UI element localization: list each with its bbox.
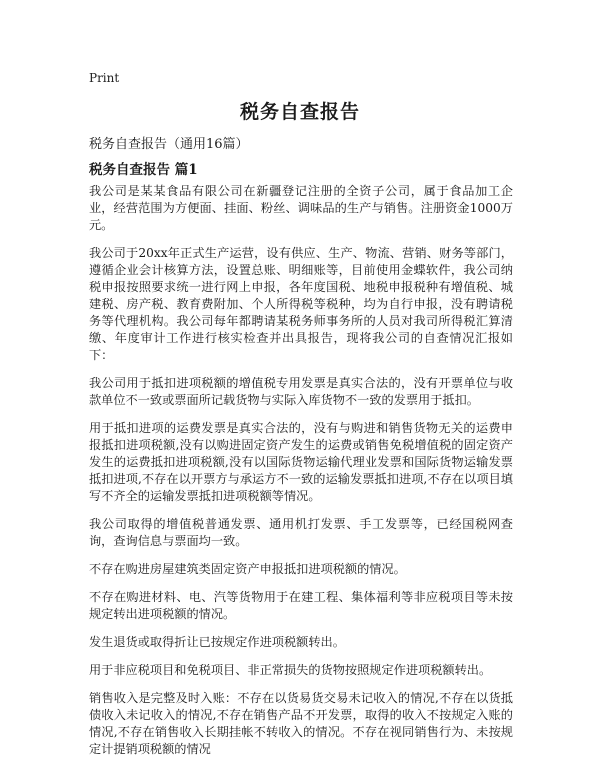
document-title: 税务自查报告 [239, 101, 360, 123]
paragraph: 用于非应税项目和免税项目、非正常损失的货物按照规定作进项税额转出。 [89, 663, 492, 677]
paragraph: 销售收入是完整及时入账：不存在以货易货交易未记收入的情况,不存在以货抵债收入未记收入的情况,不存在销售产品不开发票，取得的收入不按规定入账的情况,不存在销售收入长期挂帐不转收入的情况。不存在视同销售行为、未按规定计提销项税额的情况 [89, 691, 513, 756]
document-subtitle: 税务自查报告（通用16篇） [89, 137, 249, 152]
paragraph: 我公司于20xx年正式生产运营，设有供应、生产、物流、营销、财务等部门，遵循企业会计核算方法，设置总账、明细账等，目前使用金蝶软件，我公司纳税申报按照要求统一进行网上申报，各年度国税、地税申报税种有增值税、城建税、房产税、教育费附加、个人所得税等税种，均为自行申报，没有聘请税务等代理机构。我公司每年都聘请某税务师事务所的人员对我司所得税汇算清缴、年度审计工作进行核实检查并出具报告，现将我公司的自查情况汇报如下： [89, 246, 513, 362]
paragraph: 我公司是某某食品有限公司在新疆登记注册的全资子公司，属于食品加工企业，经营范围为方便面、挂面、粉丝、调味品的生产与销售。注册资金1000万元。 [89, 184, 513, 232]
paragraph: 用于抵扣进项的运费发票是真实合法的，没有与购进和销售货物无关的运费申报抵扣进项税额,没有以购进固定资产发生的运费或销售免税增值税的固定资产发生的运费抵扣进项税额,没有以国际货物运输代理业发票和国际货物运输发票抵扣进项,不存在以开票方与承运方不一致的运输发票抵扣进项,不存在以项目填写不齐全的运输发票抵扣进项税额等情况。 [89, 421, 513, 503]
paragraph: 我公司取得的增值税普通发票、通用机打发票、手工发票等，已经国税网查询，查询信息与票面均一致。 [89, 517, 513, 548]
paragraph: 我公司用于抵扣进项税额的增值税专用发票是真实合法的，没有开票单位与收款单位不一致或票面所记载货物与实际入库货物不一致的发票用于抵扣。 [89, 376, 513, 407]
document-body [89, 183, 513, 769]
print-label[interactable]: Print [89, 71, 120, 85]
section-heading: 税务自查报告 篇1 [89, 162, 198, 178]
paragraph: 不存在购进材料、电、汽等货物用于在建工程、集体福利等非应税项目等未按规定转出进项税额的情况。 [89, 590, 513, 621]
paragraph: 不存在购进房屋建筑类固定资产申报抵扣进项税额的情况。 [89, 562, 406, 576]
paragraph: 发生退货或取得折让已按规定作进项税额转出。 [89, 635, 345, 649]
